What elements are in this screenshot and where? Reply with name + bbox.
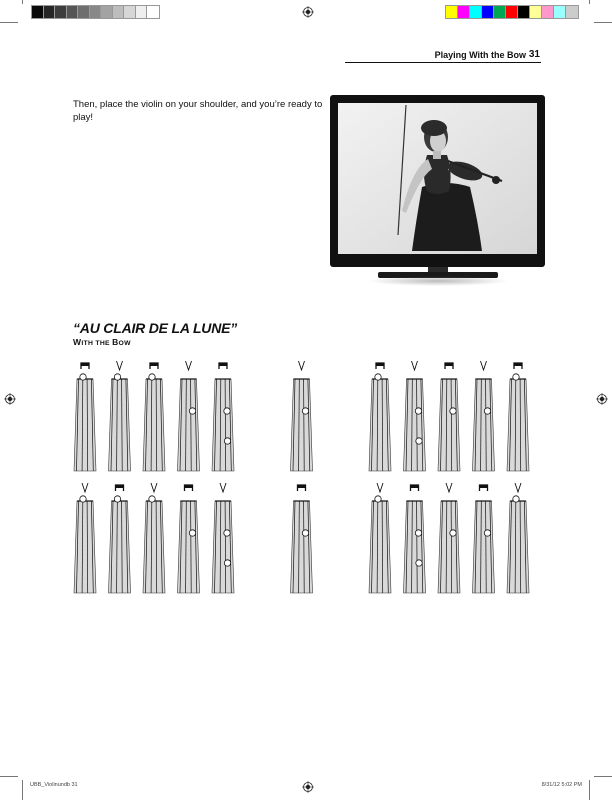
finger-position-circle: [114, 374, 120, 380]
finger-position-circle: [302, 530, 308, 536]
up-bow-icon: [446, 483, 452, 492]
finger-position-circle: [224, 438, 230, 444]
song-title: “AU CLAIR DE LA LUNE”: [73, 320, 238, 336]
up-bow-icon: [481, 361, 487, 370]
registration-mark-icon: [596, 393, 608, 405]
color-swatch: [566, 6, 578, 18]
gray-swatch: [136, 6, 148, 18]
finger-position-circle: [189, 530, 195, 536]
down-bow-icon: [480, 485, 488, 488]
crop-mark: [589, 0, 590, 4]
header-rule: [345, 62, 541, 63]
color-swatch: [446, 6, 458, 18]
finger-position-circle: [114, 496, 120, 502]
finger-position-circle: [224, 408, 230, 414]
gray-swatch: [113, 6, 125, 18]
color-swatch: [542, 6, 554, 18]
registration-mark-icon: [302, 781, 314, 793]
gray-swatch: [124, 6, 136, 18]
up-bow-icon: [515, 483, 521, 492]
finger-position-circle: [450, 408, 456, 414]
gray-swatch: [32, 6, 44, 18]
up-bow-icon: [220, 483, 226, 492]
up-bow-icon: [151, 483, 157, 492]
finger-position-circle: [513, 496, 519, 502]
finger-position-circle: [513, 374, 519, 380]
up-bow-icon: [412, 361, 418, 370]
finger-position-circle: [224, 530, 230, 536]
color-swatch: [530, 6, 542, 18]
finger-position-circle: [484, 530, 490, 536]
color-swatch: [554, 6, 566, 18]
down-bow-icon: [445, 363, 453, 366]
down-bow-icon: [185, 485, 193, 488]
crop-mark: [22, 780, 23, 800]
footer-slug-left: UBB_Violinundb 31: [30, 782, 78, 788]
up-bow-icon: [377, 483, 383, 492]
down-bow-icon: [219, 363, 227, 366]
page-number: 31: [528, 49, 540, 60]
registration-mark-icon: [302, 6, 314, 18]
finger-position-circle: [80, 374, 86, 380]
finger-position-circle: [415, 408, 421, 414]
down-bow-icon: [150, 363, 158, 366]
up-bow-icon: [299, 361, 305, 370]
color-swatch: [458, 6, 470, 18]
crop-mark: [0, 22, 18, 23]
down-bow-icon: [514, 363, 522, 366]
gray-swatch: [55, 6, 67, 18]
down-bow-icon: [116, 485, 124, 488]
down-bow-icon: [411, 485, 419, 488]
color-swatch: [518, 6, 530, 18]
crop-mark: [594, 22, 612, 23]
running-header-title: Playing With the Bow: [434, 50, 526, 60]
finger-position-circle: [416, 438, 422, 444]
down-bow-icon: [298, 485, 306, 488]
finger-position-circle: [302, 408, 308, 414]
crop-mark: [589, 780, 590, 800]
gray-swatch: [78, 6, 90, 18]
finger-position-circle: [415, 530, 421, 536]
finger-position-circle: [224, 560, 230, 566]
color-swatch: [482, 6, 494, 18]
finger-position-circle: [375, 374, 381, 380]
up-bow-icon: [82, 483, 88, 492]
up-bow-icon: [117, 361, 123, 370]
color-swatch: [470, 6, 482, 18]
finger-position-circle: [189, 408, 195, 414]
tv-photo-violinist: [330, 95, 545, 287]
registration-mark-icon: [4, 393, 16, 405]
gray-swatch: [44, 6, 56, 18]
finger-position-circle: [416, 560, 422, 566]
intro-paragraph: Then, place the violin on your shoulder, and you’re ready to play!: [73, 99, 323, 123]
finger-position-circle: [450, 530, 456, 536]
crop-mark: [0, 776, 18, 777]
song-subtitle: WITH THE BOW: [73, 337, 131, 347]
down-bow-icon: [81, 363, 89, 366]
footer-slug-right: 8/31/12 5:02 PM: [541, 782, 582, 788]
finger-position-circle: [149, 496, 155, 502]
bowing-diagram: [60, 355, 530, 605]
finger-position-circle: [80, 496, 86, 502]
gray-swatch: [90, 6, 102, 18]
crop-mark: [22, 0, 23, 4]
gray-swatch: [101, 6, 113, 18]
down-bow-icon: [376, 363, 384, 366]
finger-position-circle: [375, 496, 381, 502]
gray-swatch: [147, 6, 159, 18]
crop-mark: [594, 776, 612, 777]
up-bow-icon: [186, 361, 192, 370]
finger-position-circle: [484, 408, 490, 414]
color-swatch: [506, 6, 518, 18]
finger-position-circle: [149, 374, 155, 380]
color-swatch: [494, 6, 506, 18]
gray-swatch: [67, 6, 79, 18]
